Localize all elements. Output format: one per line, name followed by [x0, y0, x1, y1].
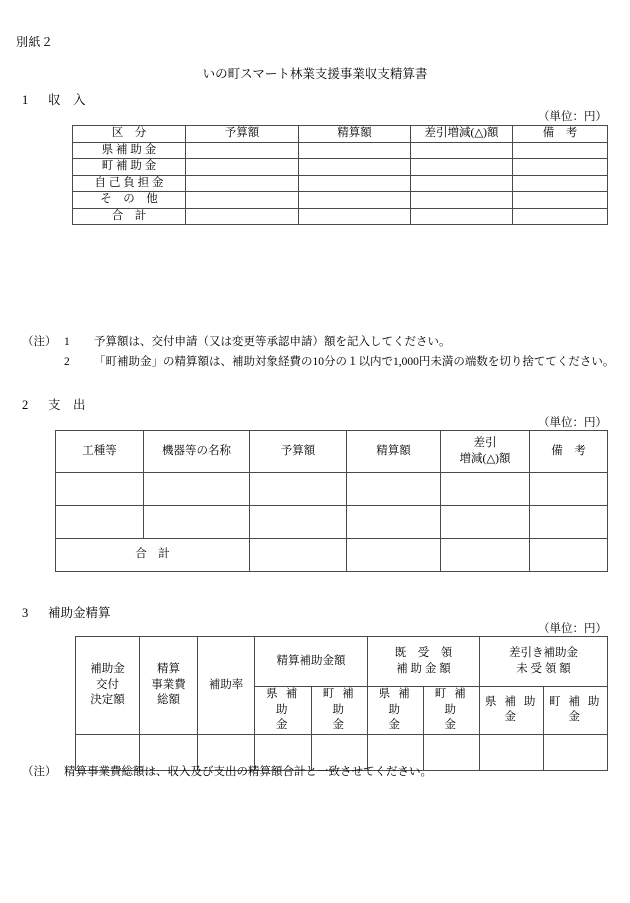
income-row-label-other: そ の 他	[73, 192, 186, 209]
expense-cell-work-type-2[interactable]	[56, 506, 144, 539]
income-cell-budget-self[interactable]	[186, 175, 299, 192]
subsidy-table	[75, 636, 608, 771]
section-number-income: 1	[22, 93, 29, 107]
expense-cell-budget-2[interactable]	[250, 506, 347, 539]
income-row-label-self-burden: 自 己 負 担 金	[73, 175, 186, 192]
subsidy-subcol-unreceived-pref-line1: 県 補 助	[485, 695, 538, 708]
subsidy-subcol-unreceived-town-line2: 金	[568, 711, 583, 724]
income-note-2	[22, 353, 614, 369]
section-label-subsidy: 補助金精算	[48, 606, 111, 620]
subsidy-col-project-total-line2: 事業費	[151, 678, 186, 691]
subsidy-group-received-line2: 補 助 金 額	[396, 662, 451, 675]
income-col-remarks: 備 考	[513, 126, 608, 143]
expense-col-settlement: 精算額	[347, 431, 441, 473]
income-note-1-index: 1	[64, 336, 70, 348]
section-number-expense: 2	[22, 398, 29, 412]
expense-cell-equipment-2[interactable]	[144, 506, 250, 539]
subsidy-col-grant-decision	[76, 637, 140, 735]
section-heading-income	[22, 90, 86, 108]
expense-col-difference	[441, 431, 530, 473]
income-cell-budget-town[interactable]	[186, 159, 299, 176]
subsidy-subcol-settled-town-line1: 町 補 助	[322, 688, 357, 716]
income-cell-difference-other[interactable]	[411, 192, 513, 209]
subsidy-col-project-total-line3: 総額	[157, 694, 180, 707]
subsidy-subcol-received-town	[424, 687, 480, 735]
table-row	[73, 192, 608, 209]
subsidy-col-rate: 補助率	[198, 637, 255, 735]
section-heading-subsidy	[22, 603, 111, 621]
subsidy-subcol-received-pref	[368, 687, 424, 735]
subsidy-subcol-settled-town-line2: 金	[332, 719, 347, 732]
income-cell-remarks-self[interactable]	[513, 175, 608, 192]
subsidy-subcol-settled-pref-line2: 金	[275, 719, 291, 732]
subsidy-group-received-line1: 既 受 領	[394, 646, 453, 659]
income-cell-settlement-total[interactable]	[299, 208, 411, 225]
expense-cell-equipment-1[interactable]	[144, 473, 250, 506]
subsidy-note-text: 精算事業費総額は、収入及び支出の精算額合計と一致させてください。	[64, 766, 432, 778]
expense-col-equipment-name: 機器等の名称	[144, 431, 250, 473]
expense-cell-remarks-1[interactable]	[530, 473, 608, 506]
income-cell-settlement-self[interactable]	[299, 175, 411, 192]
table-row	[73, 175, 608, 192]
subsidy-header-row-1	[76, 637, 608, 687]
income-note-tag: （注）	[22, 336, 57, 348]
table-row	[56, 506, 608, 539]
subsidy-col-project-total-line1: 精算	[157, 663, 180, 675]
subsidy-subcol-settled-pref	[255, 687, 312, 735]
subsidy-subcol-settled-pref-line1: 県 補 助	[266, 688, 300, 716]
table-row	[73, 142, 608, 159]
expense-cell-remarks-2[interactable]	[530, 506, 608, 539]
unit-label-subsidy: （単位：円）	[538, 623, 607, 635]
document-title: いの町スマート林業支援事業収支精算書	[202, 67, 428, 81]
income-cell-remarks-town[interactable]	[513, 159, 608, 176]
section-label-income: 収 入	[48, 93, 86, 107]
income-cell-difference-total[interactable]	[411, 208, 513, 225]
subsidy-subcol-unreceived-town	[544, 687, 608, 735]
expense-total-label: 合 計	[56, 539, 250, 572]
income-col-settlement: 精算額	[299, 126, 411, 143]
income-row-label-pref-subsidy: 県 補 助 金	[73, 142, 186, 159]
income-col-difference: 差引増減(△)額	[411, 126, 513, 143]
income-table	[72, 125, 608, 225]
expense-cell-settlement-2[interactable]	[347, 506, 441, 539]
subsidy-col-grant-decision-line1: 補助金	[90, 663, 125, 675]
income-cell-settlement-other[interactable]	[299, 192, 411, 209]
income-cell-budget-total[interactable]	[186, 208, 299, 225]
expense-cell-difference-2[interactable]	[441, 506, 530, 539]
subsidy-group-settled: 精算補助金額	[255, 637, 368, 687]
expense-cell-work-type-1[interactable]	[56, 473, 144, 506]
income-col-category: 区 分	[73, 126, 186, 143]
expense-total-settlement[interactable]	[347, 539, 441, 572]
income-cell-remarks-total[interactable]	[513, 208, 608, 225]
subsidy-cell-unreceived-pref[interactable]	[480, 734, 544, 770]
expense-col-work-type: 工種等	[56, 431, 144, 473]
subsidy-col-grant-decision-line3: 決定額	[90, 694, 125, 707]
subsidy-group-unreceived	[480, 637, 608, 687]
expense-cell-difference-1[interactable]	[441, 473, 530, 506]
unit-label-income: （単位：円）	[538, 111, 607, 123]
income-cell-difference-pref[interactable]	[411, 142, 513, 159]
subsidy-subcol-unreceived-town-line1: 町 補 助	[549, 695, 602, 708]
income-row-label-total: 合 計	[73, 208, 186, 225]
income-col-budget: 予算額	[186, 126, 299, 143]
subsidy-subcol-received-pref-line1: 県 補 助	[378, 688, 413, 716]
subsidy-col-project-total	[140, 637, 198, 735]
expense-cell-budget-1[interactable]	[250, 473, 347, 506]
income-cell-settlement-town[interactable]	[299, 159, 411, 176]
expense-total-row	[56, 539, 608, 572]
subsidy-subcol-unreceived-pref-line2: 金	[504, 711, 519, 724]
subsidy-note	[22, 763, 432, 779]
table-row	[56, 473, 608, 506]
subsidy-subcol-settled-town	[312, 687, 368, 735]
income-note-2-text: 「町補助金」の精算額は、補助対象経費の10分の１以内で1,000円未満の端数を切り捨ててください。	[94, 356, 615, 368]
subsidy-cell-unreceived-town[interactable]	[544, 734, 608, 770]
subsidy-note-tag: （注）	[22, 766, 57, 778]
expense-total-remarks[interactable]	[530, 539, 608, 572]
expense-header-row	[56, 431, 608, 473]
table-row	[73, 159, 608, 176]
expense-col-difference-line2: 増減(△)額	[459, 452, 511, 465]
income-header-row	[73, 126, 608, 143]
income-cell-difference-town[interactable]	[411, 159, 513, 176]
expense-col-difference-line1: 差引	[473, 436, 497, 449]
income-row-label-town-subsidy: 町 補 助 金	[73, 159, 186, 176]
section-number-subsidy: 3	[22, 606, 29, 620]
expense-table	[55, 430, 608, 572]
income-note-1-text: 予算額は、交付申請（又は変更等承認申請）額を記入してください。	[94, 336, 451, 348]
table-row	[73, 208, 608, 225]
expense-col-budget: 予算額	[250, 431, 347, 473]
income-note-1	[22, 333, 451, 349]
expense-total-budget[interactable]	[250, 539, 347, 572]
subsidy-col-grant-decision-line2: 交付	[96, 678, 119, 691]
income-cell-remarks-other[interactable]	[513, 192, 608, 209]
section-label-expense: 支 出	[48, 398, 86, 412]
expense-cell-settlement-1[interactable]	[347, 473, 441, 506]
subsidy-subcol-received-town-line1: 町 補 助	[434, 688, 469, 716]
subsidy-group-unreceived-line2: 未 受 領 額	[516, 662, 571, 675]
subsidy-group-received	[368, 637, 480, 687]
subsidy-subcol-received-pref-line2: 金	[388, 719, 403, 732]
expense-total-difference[interactable]	[441, 539, 530, 572]
section-heading-expense	[22, 395, 86, 413]
income-cell-budget-pref[interactable]	[186, 142, 299, 159]
subsidy-group-unreceived-line1: 差引き補助金	[509, 646, 578, 659]
income-cell-settlement-pref[interactable]	[299, 142, 411, 159]
document-reference-label: 別紙２	[16, 35, 54, 49]
income-cell-budget-other[interactable]	[186, 192, 299, 209]
income-cell-remarks-pref[interactable]	[513, 142, 608, 159]
income-note-2-index: 2	[64, 356, 70, 368]
income-cell-difference-self[interactable]	[411, 175, 513, 192]
expense-col-remarks: 備 考	[530, 431, 608, 473]
subsidy-subcol-unreceived-pref	[480, 687, 544, 735]
subsidy-subcol-received-town-line2: 金	[444, 719, 459, 732]
unit-label-expense: （単位：円）	[538, 417, 607, 429]
